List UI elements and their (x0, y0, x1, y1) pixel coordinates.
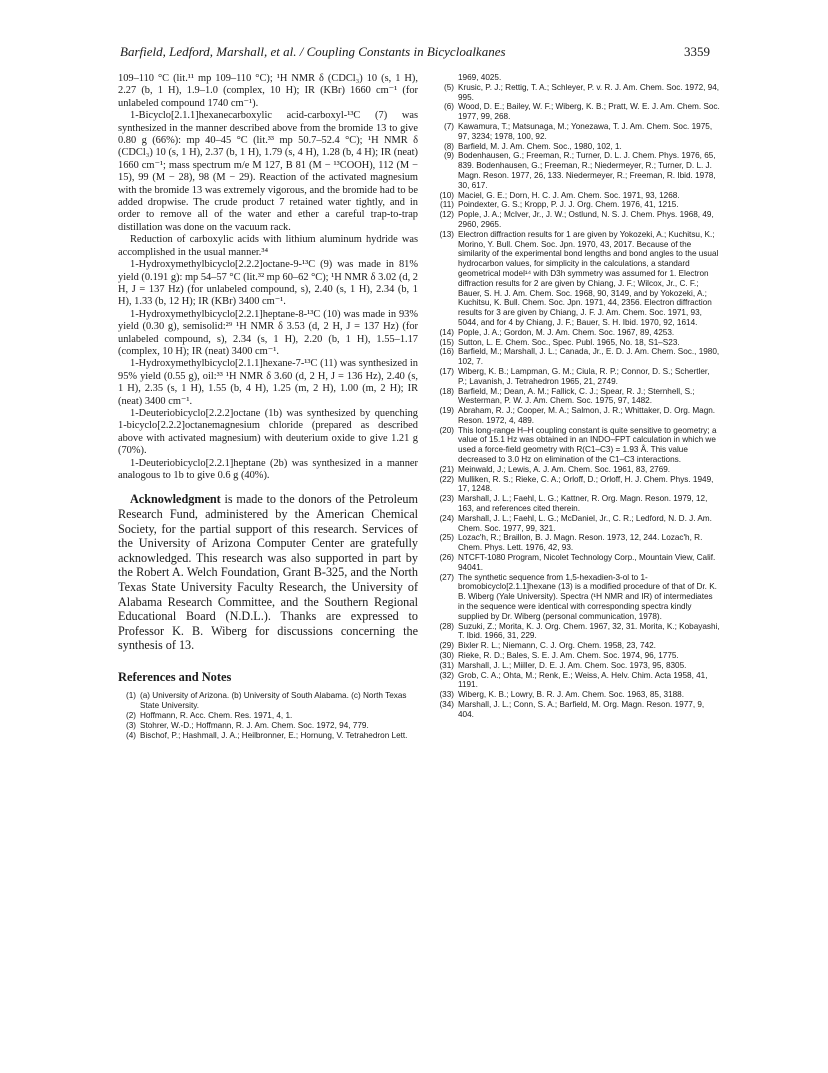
reference-number: (34) (439, 700, 454, 709)
reference-text: Grob, C. A.; Ohta, M.; Renk, E.; Weiss, A. Helv. Chim. Acta 1958, 41, 1191. (458, 670, 708, 690)
reference-number: (23) (439, 494, 454, 504)
reference-text: Marshall, J. L.; Faehl, L. G.; McDaniel, Jr., C. R.; Ledford, N. D. J. Am. Chem. Soc. 1977, 99, 321. (458, 513, 712, 533)
reference-item (428, 142, 720, 152)
reference-text: Kawamura, T.; Matsunaga, M.; Yonezawa, T. J. Am. Chem. Soc. 1975, 97, 3234; 1978, 100, 92. (458, 121, 713, 141)
reference-number: (18) (439, 386, 454, 396)
reference-text: Suzuki, Z.; Morita, K. J. Org. Chem. 1967, 32, 31. Morita, K.; Kobayashi, T. Ibid. 1966, 31, 229. (458, 621, 720, 641)
references-list-right (428, 73, 720, 720)
reference-number: (20) (439, 425, 454, 435)
reference-item (118, 711, 418, 721)
reference-item (428, 230, 720, 328)
reference-text: Wood, D. E.; Bailey, W. F.; Wiberg, K. B.; Pratt, W. E. J. Am. Chem. Soc. 1977, 99, 268. (458, 102, 720, 122)
reference-item (118, 691, 418, 711)
reference-number: (15) (439, 337, 454, 347)
reference-item (428, 475, 720, 495)
reference-number: (3) (125, 720, 136, 730)
references-list-left (118, 691, 418, 740)
reference-number: (26) (439, 553, 454, 563)
reference-item (428, 426, 720, 465)
reference-text: Rieke, R. D.; Bales, S. E. J. Am. Chem. Soc. 1974, 96, 1775. (458, 651, 679, 661)
reference-item (428, 338, 720, 348)
reference-item (428, 122, 720, 142)
reference-text: 1969, 4025. (458, 73, 502, 82)
reference-text: Marshall, J. L.; Miiller, D. E. J. Am. Chem. Soc. 1973, 95, 8305. (458, 660, 687, 670)
experimental-paragraph: 109–110 °C (lit.¹¹ mp 109–110 °C); ¹H NMR δ (CDCl₃) 10 (s, 1 H), 2.27 (b, 1 H), 1.9–1.0 (complex, 10 H); IR (KBr) 1660 cm⁻¹ (for unlabeled compound 1740 cm⁻¹). (118, 73, 418, 109)
reference-item (428, 210, 720, 230)
reference-item (428, 102, 720, 122)
reference-item (428, 367, 720, 387)
left-column (118, 73, 418, 740)
reference-item (428, 151, 720, 190)
reference-item (428, 651, 720, 661)
reference-item (428, 191, 720, 201)
reference-number: (7) (443, 121, 454, 131)
reference-number: (8) (443, 141, 454, 151)
reference-number: (32) (439, 670, 454, 680)
reference-number: (4) (125, 730, 136, 740)
reference-number: (33) (439, 690, 454, 700)
reference-text: NTCFT-1080 Program, Nicolet Technology Corp., Mountain View, Calif. 94041. (458, 553, 716, 572)
reference-text: Bischof, P.; Hashmall, J. A.; Heilbronner, E.; Hornung, V. Tetrahedron Lett. (140, 730, 408, 740)
reference-item (118, 721, 418, 731)
reference-item (428, 200, 720, 210)
reference-item (428, 347, 720, 367)
reference-text: (a) University of Arizona. (b) University of South Alabama. (c) North Texas State University. (140, 691, 407, 711)
experimental-paragraph: 1-Hydroxymethylbicyclo[2.2.1]heptane-8-¹³C (10) was made in 93% yield (0.30 g), semisolid:²⁹ ¹H NMR δ 3.53 (d, 2 H, J = 137 Hz) (for unlabeled compound, s), 2.34 (s, 1 H), 2.20 (b, 1 H), 1.55–1.17 (complex, 10 H); IR (neat) 3400 cm⁻¹. (118, 308, 418, 357)
reference-item (428, 573, 720, 622)
reference-item (428, 671, 720, 691)
reference-text: Maciel, G. E.; Dorn, H. C. J. Am. Chem. Soc. 1971, 93, 1268. (458, 190, 680, 200)
reference-number (428, 73, 458, 83)
reference-text: Electron diffraction results for 1 are given by Yokozeki, A.; Kuchitsu, K.; Morino, Y. Bull. Chem. Soc. Jpn. 1970, 43, 2017. Because of the similarity of the experimental bond lengths and bond angles to the usual hydrocarbon values, for simplicity in the calculations, a standard geometrical model¹⁴ with D3h symmetry was assumed for 1. Electron diffraction results for 2 are given by Chiang, J. F.; Wilcox, Jr., C. F.; Bauer, S. H. J. Am. Chem. Soc. 1968, 90, 3149, and by Yokozeki, A.; Kuchitsu, K. Bull. Chem. Soc. Jpn. 1971, 44, 2356. Electron diffraction results for 3 are given by Chiang, J. F. J. Am. Chem. Soc. 1971, 93, 5044, and for 4 by Chiang, J. F.; Bauer, S. H. Ibid. 1970, 92, 1614. (458, 229, 719, 327)
reference-item (428, 700, 720, 720)
reference-number: (5) (443, 82, 454, 92)
reference-number: (29) (439, 641, 454, 651)
reference-text: Marshall, J. L.; Conn, S. A.; Barfield, M. Org. Magn. Reson. 1977, 9, 404. (458, 700, 705, 719)
reference-text: Wiberg, K. B.; Lowry, B. R. J. Am. Chem. Soc. 1963, 85, 3188. (458, 690, 685, 700)
reference-text: The synthetic sequence from 1,5-hexadien-3-ol to 1-bromobicyclo[2.1.1]hexane (13) is a modified procedure of that of Dr. K. B. Wiberg (Yale University). Spectra (¹H NMR and IR) of intermediates in the sequence were identical with corresponding spectra kindly supplied by Dr. Wiberg (personal communication, 1978). (458, 572, 717, 621)
reference-item (428, 514, 720, 534)
reference-number: (31) (439, 660, 454, 670)
reference-text: This long-range H–H coupling constant is quite sensitive to geometry; a value of 15.1 Hz was obtained in an INDO–FPT calculation in which we used a force-field geometry with R(C1–C3) = 1.93 Å. This value decreased to 3.0 Hz on elimination of the C1–C3 interactions. (458, 425, 717, 465)
reference-text: Meinwald, J.; Lewis, A. J. Am. Chem. Soc. 1961, 83, 2769. (458, 464, 671, 474)
experimental-paragraph: 1-Deuteriobicyclo[2.2.2]octane (1b) was synthesized by quenching 1-bicyclo[2.2.2]octanemagnesium chloride (prepared as described above with activated magnesium) with deuterium oxide to give 1.21 g (70%). (118, 407, 418, 457)
page-number: 3359 (684, 44, 710, 59)
reference-number: (25) (439, 533, 454, 543)
reference-text: Hoffmann, R. Acc. Chem. Res. 1971, 4, 1. (140, 710, 293, 720)
reference-text: Marshall, J. L.; Faehl, L. G.; Kattner, R. Org. Magn. Reson. 1979, 12, 163, and references cited therein. (458, 494, 708, 514)
experimental-paragraph: 1-Hydroxymethylbicyclo[2.1.1]hexane-7-¹³C (11) was synthesized in 95% yield (0.55 g), oil:³³ ¹H NMR δ 3.60 (d, 2 H, J = 136 Hz), 2.40 (s, 1 H), 2.35 (s, 1 H), 1.55 (b, 4 H), 1.25 (m, 2 H), 1.00 (m, 2 H); IR (neat) 3400 cm⁻¹. (118, 358, 418, 407)
reference-number: (6) (443, 102, 454, 112)
reference-text: Pople, J. A.; McIver, Jr., J. W.; Ostlund, N. S. J. Chem. Phys. 1968, 49, 2960, 2965. (458, 210, 714, 229)
reference-number: (17) (439, 366, 454, 376)
reference-number: (2) (125, 710, 136, 720)
reference-item (428, 406, 720, 426)
reference-text: Barfield, M. J. Am. Chem. Soc., 1980, 102, 1. (458, 141, 622, 151)
reference-item (428, 73, 720, 83)
reference-number: (27) (439, 572, 454, 582)
reference-number: (16) (439, 347, 454, 357)
reference-text: Barfield, M.; Dean, A. M.; Fallick, C. J.; Spear, R. J.; Sternhell, S.; Westerman, P. W. J. Am. Chem. Soc. 1975, 97, 1482. (458, 386, 695, 406)
reference-item (428, 387, 720, 407)
experimental-paragraph: 1-Hydroxymethylbicyclo[2.2.2]octane-9-¹³C (9) was made in 81% yield (0.191 g): mp 54–57 °C (lit.³² mp 60–62 °C); ¹H NMR δ 3.02 (d, 2 H, J = 137 Hz) (for unlabeled compound, s), 2.40 (s, 1 H), 2.34 (b, 1 H), 1.33 (b, 12 H); IR (KBr) 3400 cm⁻¹. (118, 259, 418, 308)
reference-number: (22) (439, 474, 454, 484)
reference-number: (14) (439, 327, 454, 337)
experimental-paragraph: 1-Deuteriobicyclo[2.2.1]heptane (2b) was synthesized in a manner analogous to 1b to give 0.6 g (40%). (118, 457, 418, 481)
references-heading: References and Notes (118, 669, 232, 684)
reference-number: (30) (439, 651, 454, 661)
reference-number: (12) (439, 210, 454, 220)
running-title: Barfield, Ledford, Marshall, et al. / Coupling Constants in Bicycloalkanes (120, 44, 506, 59)
reference-item (428, 533, 720, 553)
reference-number: (28) (439, 621, 454, 631)
reference-text: Mulliken, R. S.; Rieke, C. A.; Orloff, D.; Orloff, H. J. Chem. Phys. 1949, 17, 1248. (458, 474, 714, 494)
reference-text: Wiberg, K. B.; Lampman, G. M.; Ciula, R. P.; Connor, D. S.; Schertler, P.; Lavanish, J. Tetrahedron 1965, 21, 2749. (458, 366, 710, 386)
reference-number: (9) (443, 151, 454, 161)
reference-text: Abraham, R. J.; Cooper, M. A.; Salmon, J. R.; Whittaker, D. Org. Magn. Reson. 1972, 4, 489. (458, 406, 716, 425)
reference-text: Bixler R. L.; Niemann, C. J. Org. Chem. 1958, 23, 742. (458, 641, 656, 651)
reference-item (428, 690, 720, 700)
reference-text: Poindexter, G. S.; Kropp, P. J. J. Org. Chem. 1976, 41, 1215. (458, 200, 679, 210)
acknowledgment (118, 492, 418, 653)
reference-item (428, 494, 720, 514)
reference-text: Sutton, L. E. Chem. Soc., Spec. Publ. 1965, No. 18, S1–S23. (458, 337, 680, 347)
reference-text: Bodenhausen, G.; Freeman, R.; Turner, D. L. J. Chem. Phys. 1976, 65, 839. Bodenhausen, G.; Freeman, R.; Niedermeyer, R.; Turner, D. L. J. Magn. Reson. 1977, 26, 133. Niedermeyer, R.; Freeman, R. Ibid. 1978, 30, 617. (458, 151, 716, 190)
reference-number: (13) (439, 229, 454, 239)
reference-number: (10) (439, 190, 454, 200)
reference-number: (19) (439, 406, 454, 416)
reference-number: (1) (125, 691, 136, 701)
reference-number: (24) (439, 513, 454, 523)
reference-text: Barfield, M.; Marshall, J. L.; Canada, Jr., E. D. J. Am. Chem. Soc., 1980, 102, 7. (458, 347, 720, 367)
reference-number: (21) (439, 464, 454, 474)
reference-text: Pople, J. A.; Gordon, M. J. Am. Chem. Soc. 1967, 89, 4253. (458, 327, 675, 337)
reference-item (428, 553, 720, 573)
acknowledgment-text: is made to the donors of the Petroleum Research Fund, administered by the American Chemical Society, for the partial support of this research. Services of the University of Arizona Computer Center are gratefully acknowledged. This research was also supported in part by the Robert A. Welch Foundation, Grant B-325, and the North Texas State University Faculty Research, the University of Alabama Research Committee, and the Southern Regional Educational Board (N.D.L.). Thanks are expressed to Professor K. B. Wiberg for discussions concerning the synthesis of 13. (118, 492, 418, 653)
acknowledgment-lead: Acknowledgment (130, 492, 221, 507)
reference-number: (11) (440, 200, 454, 210)
reference-item (428, 641, 720, 651)
reference-text: Lozac'h, R.; Braillon, B. J. Magn. Reson. 1973, 12, 244. Lozac'h, R. Chem. Phys. Lett. 1976, 42, 93. (458, 533, 703, 553)
reference-item (118, 731, 418, 741)
reference-text: Krusic, P. J.; Rettig, T. A.; Schleyer, P. v. R. J. Am. Chem. Soc. 1972, 94, 995. (458, 82, 720, 102)
reference-item (428, 83, 720, 103)
reference-text: Stohrer, W.-D.; Hoffmann, R. J. Am. Chem. Soc. 1972, 94, 779. (140, 720, 369, 730)
experimental-paragraph: 1-Bicyclo[2.1.1]hexanecarboxylic acid-carboxyl-¹³C (7) was synthesized in the manner described above from the bromide 13 to give 0.80 g (66%): mp 40–45 °C (lit.³³ mp 50.7–52.4 °C); ¹H NMR δ (CDCl₃) 10 (s, 1 H), 2.37 (b, 1 H), 1.79 (s, 4 H), 1.28 (b, 4 H); IR (neat) 1660 cm⁻¹; mass spectrum m/e M 127, B 81 (M − ¹³COOH), 112 (M − 15), 99 (M − 28), 98 (M − 29). Reaction of the activated magnesium with the bromide 13 was extremely vigorous, and the bromide had to be added dropwise. The crude product 7 retained water tightly, and in order to remove all of the water and ether a careful trap-to-trap distillation was done on the vacuum rack. (118, 110, 418, 233)
reference-item (428, 661, 720, 671)
reference-item (428, 328, 720, 338)
reference-item (428, 622, 720, 642)
experimental-paragraph: Reduction of carboxylic acids with lithium aluminum hydride was accomplished in the usual manner.³⁴ (118, 234, 418, 258)
reference-item (428, 465, 720, 475)
right-column (428, 73, 720, 720)
